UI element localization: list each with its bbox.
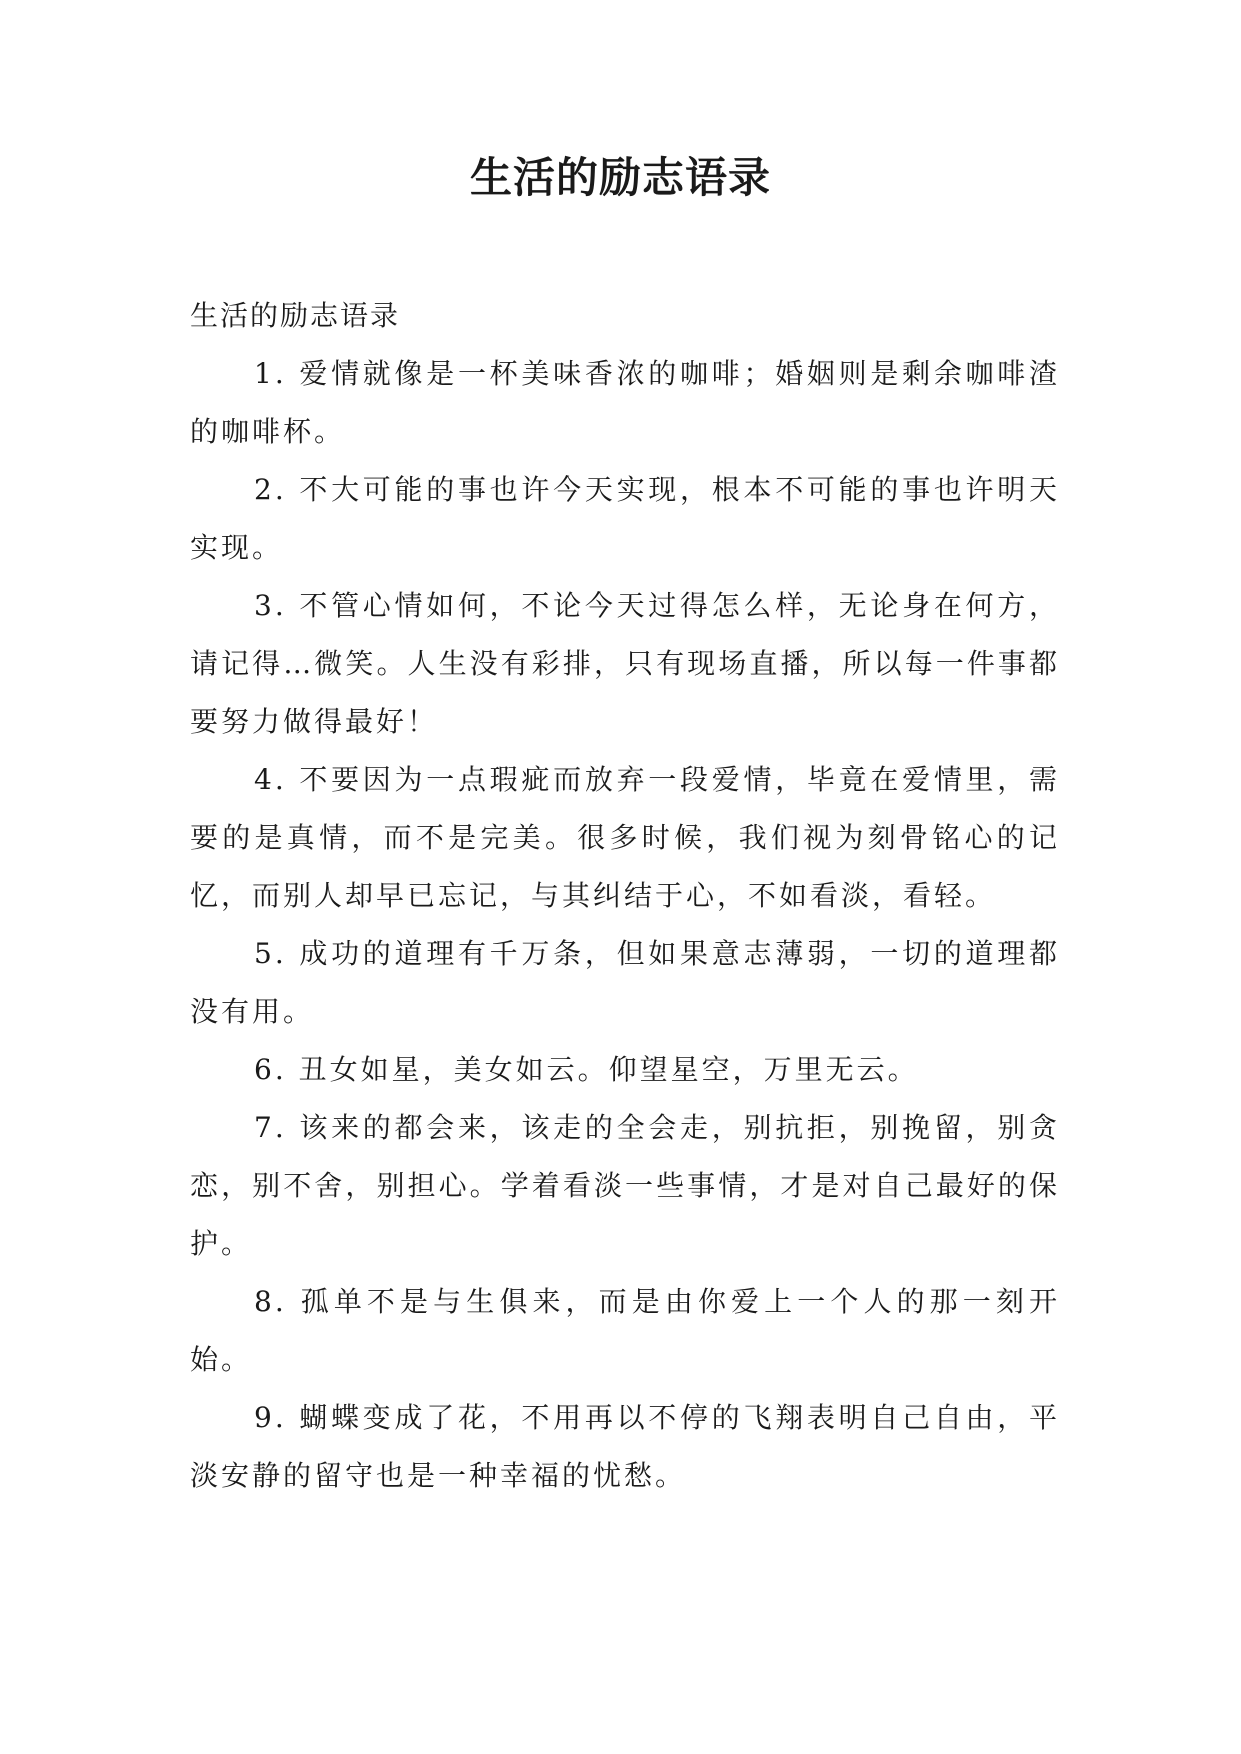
quote-item-3: 3. 不管心情如何，不论今天过得怎么样，无论身在何方，请记得…微笑。人生没有彩排，只有现场直播，所以每一件事都要努力做得最好！ [190, 589, 1060, 738]
quote-item-6: 6. 丑女如星，美女如云。仰望星空，万里无云。 [254, 1053, 919, 1086]
quote-item-5: 5. 成功的道理有千万条，但如果意志薄弱，一切的道理都没有用。 [190, 937, 1060, 1028]
quote-item-9: 9. 蝴蝶变成了花，不用再以不停的飞翔表明自己自由，平淡安静的留守也是一种幸福的忧愁。 [190, 1401, 1060, 1492]
quote-item-7: 7. 该来的都会来，该走的全会走，别抗拒，别挽留，别贪恋，别不舍，别担心。学着看淡一些事情，才是对自己最好的保护。 [190, 1111, 1060, 1260]
section-heading: 生活的励志语录 [190, 299, 401, 332]
quote-item-1: 1. 爱情就像是一杯美味香浓的咖啡；婚姻则是剩余咖啡渣的咖啡杯。 [190, 357, 1060, 448]
quote-item-2: 2. 不大可能的事也许今天实现，根本不可能的事也许明天实现。 [190, 473, 1060, 564]
quote-item-4: 4. 不要因为一点瑕疵而放弃一段爱情，毕竟在爱情里，需要的是真情，而不是完美。很多时候，我们视为刻骨铭心的记忆，而别人却早已忘记，与其纠结于心，不如看淡，看轻。 [190, 763, 1060, 912]
document-title: 生活的励志语录 [469, 153, 771, 202]
document-body [190, 287, 1060, 1505]
quote-item-8: 8. 孤单不是与生俱来，而是由你爱上一个人的那一刻开始。 [190, 1285, 1060, 1376]
